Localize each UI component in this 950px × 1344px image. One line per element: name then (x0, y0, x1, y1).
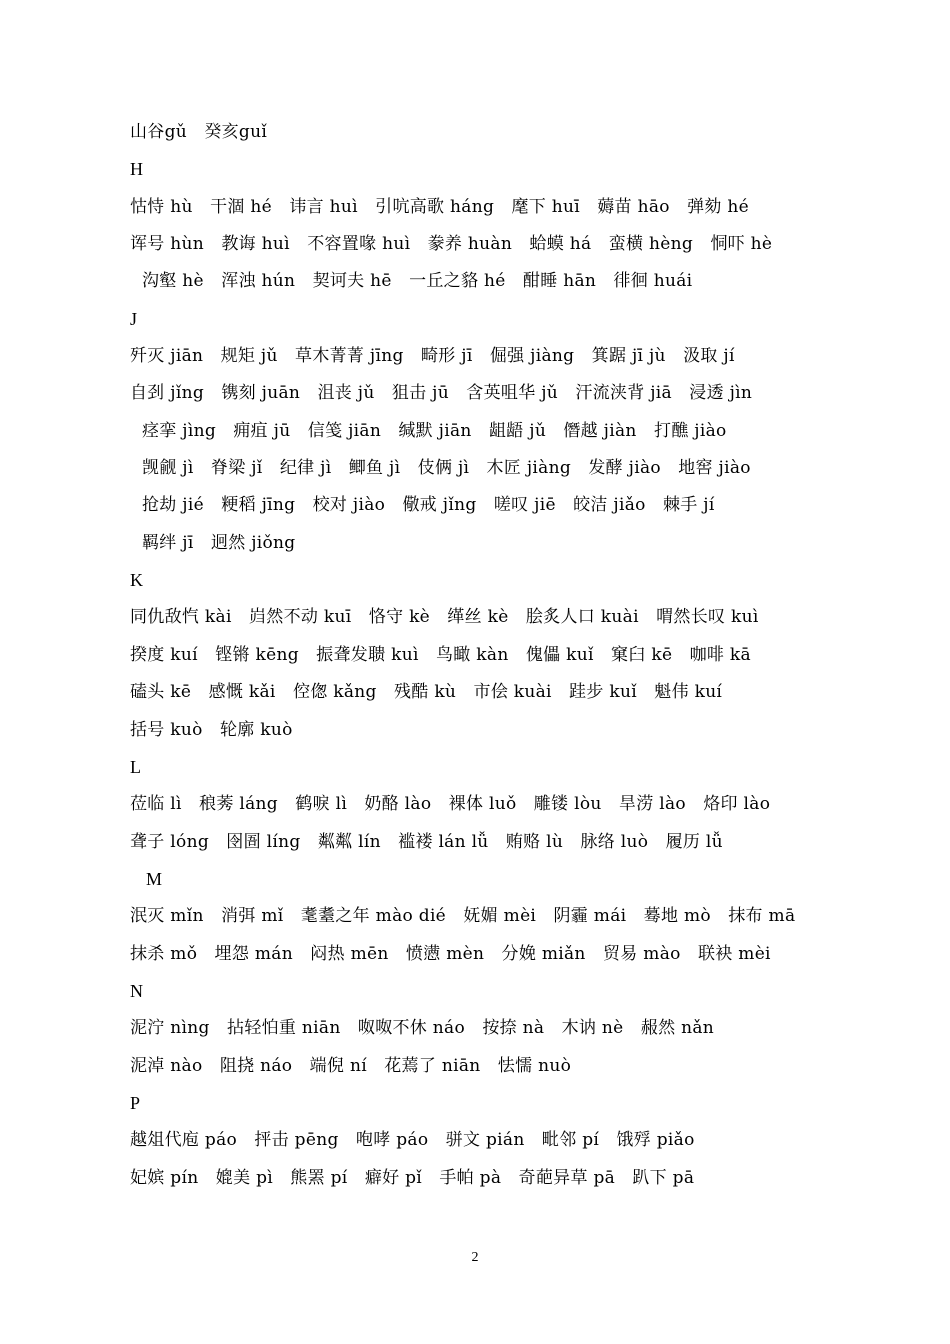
vocabulary-line: 揆度 kuí 铿锵 kēng 振聋发聩 kuì 鸟瞰 kàn 傀儡 kuǐ 窠臼 kē 咖啡 kā (130, 644, 751, 665)
section-letter-heading: L (130, 756, 142, 777)
vocabulary-line: 妃嫔 pín 媲美 pì 熊罴 pí 癖好 pǐ 手帕 pà 奇葩异草 pā 趴下 pā (130, 1167, 695, 1188)
vocabulary-line: 自刭 jǐng 镌刻 juān 沮丧 jǔ 狙击 jū 含英咀华 jǔ 汗流浃背 jiā 浸透 jìn (130, 383, 753, 404)
page-number: 2 (471, 1250, 479, 1265)
vocabulary-line: 觊觎 jì 脊梁 jǐ 纪律 jì 鲫鱼 jì 伎俩 jì 木匠 jiàng 发酵 jiào 地窖 jiào (142, 458, 751, 479)
vocabulary-line: 泥淖 nào 阻挠 náo 端倪 ní 花蔫了 niān 怯懦 nuò (130, 1055, 572, 1076)
document-body (130, 114, 830, 1197)
vocabulary-line: 磕头 kē 感慨 kǎi 倥偬 kǎng 残酷 kù 市侩 kuài 跬步 kuǐ 魁伟 kuí (130, 682, 723, 703)
vocabulary-line: 聋子 lóng 囹圄 líng 粼粼 lín 褴褛 lán lǚ 贿赂 lù 脉络 luò 履历 lǚ (130, 831, 723, 852)
vocabulary-line: 沟壑 hè 浑浊 hún 契诃夫 hē 一丘之貉 hé 酣睡 hān 徘徊 huái (142, 271, 693, 292)
section-letter-heading: P (130, 1092, 141, 1113)
vocabulary-line: 越俎代庖 páo 抨击 pēng 咆哮 páo 骈文 pián 毗邻 pí 饿殍 piǎo (130, 1130, 695, 1151)
section-letter-heading: J (130, 308, 138, 329)
section-letter-heading: H (130, 159, 144, 180)
vocabulary-line: 同仇敌忾 kài 岿然不动 kuī 恪守 kè 缂丝 kè 脍炙人口 kuài 喟然长叹 kuì (130, 607, 759, 628)
vocabulary-line: 莅临 lì 稂莠 láng 鹤唳 lì 奶酪 lào 裸体 luǒ 雕镂 lòu 旱涝 lào 烙印 lào (130, 794, 771, 815)
section-letter-heading: N (130, 980, 144, 1001)
section-letter-heading: M (146, 868, 163, 889)
vocabulary-line: 羁绊 jī 迥然 jiǒng (142, 532, 296, 553)
vocabulary-line: 括号 kuò 轮廓 kuò (130, 719, 293, 740)
vocabulary-line: 抢劫 jié 粳稻 jīng 校对 jiào 儆戒 jǐng 嗟叹 jiē 皎洁 jiǎo 棘手 jí (142, 495, 715, 516)
vocabulary-line: 泯灭 mǐn 消弭 mǐ 耄耋之年 mào dié 妩媚 mèi 阴霾 mái 蓦地 mò 抹布 mā (130, 906, 796, 927)
section-letter-heading: K (130, 570, 144, 591)
vocabulary-line: 痉挛 jìng 痈疽 jū 信笺 jiān 缄默 jiān 龃龉 jǔ 僭越 jiàn 打醮 jiào (142, 420, 727, 441)
vocabulary-line: 怙恃 hù 干涸 hé 讳言 huì 引吭高歌 háng 麾下 huī 薅苗 hāo 弹劾 hé (130, 196, 750, 217)
vocabulary-line: 泥泞 nìng 拈轻怕重 niān 呶呶不休 náo 按捺 nà 木讷 nè 赧然 nǎn (130, 1018, 715, 1039)
vocabulary-line: 诨号 hùn 教诲 huì 不容置喙 huì 豢养 huàn 蛤蟆 há 蛮横 hèng 恫吓 hè (130, 234, 773, 255)
vocabulary-line: 歼灭 jiān 规矩 jǔ 草木菁菁 jīng 畸形 jī 倔强 jiàng 箕踞 jī jù 汲取 jí (130, 346, 735, 367)
vocabulary-line: 山谷gǔ 癸亥guǐ (130, 122, 268, 142)
vocabulary-line: 抹杀 mǒ 埋怨 mán 闷热 mēn 愤懑 mèn 分娩 miǎn 贸易 mào 联袂 mèi (130, 943, 771, 964)
